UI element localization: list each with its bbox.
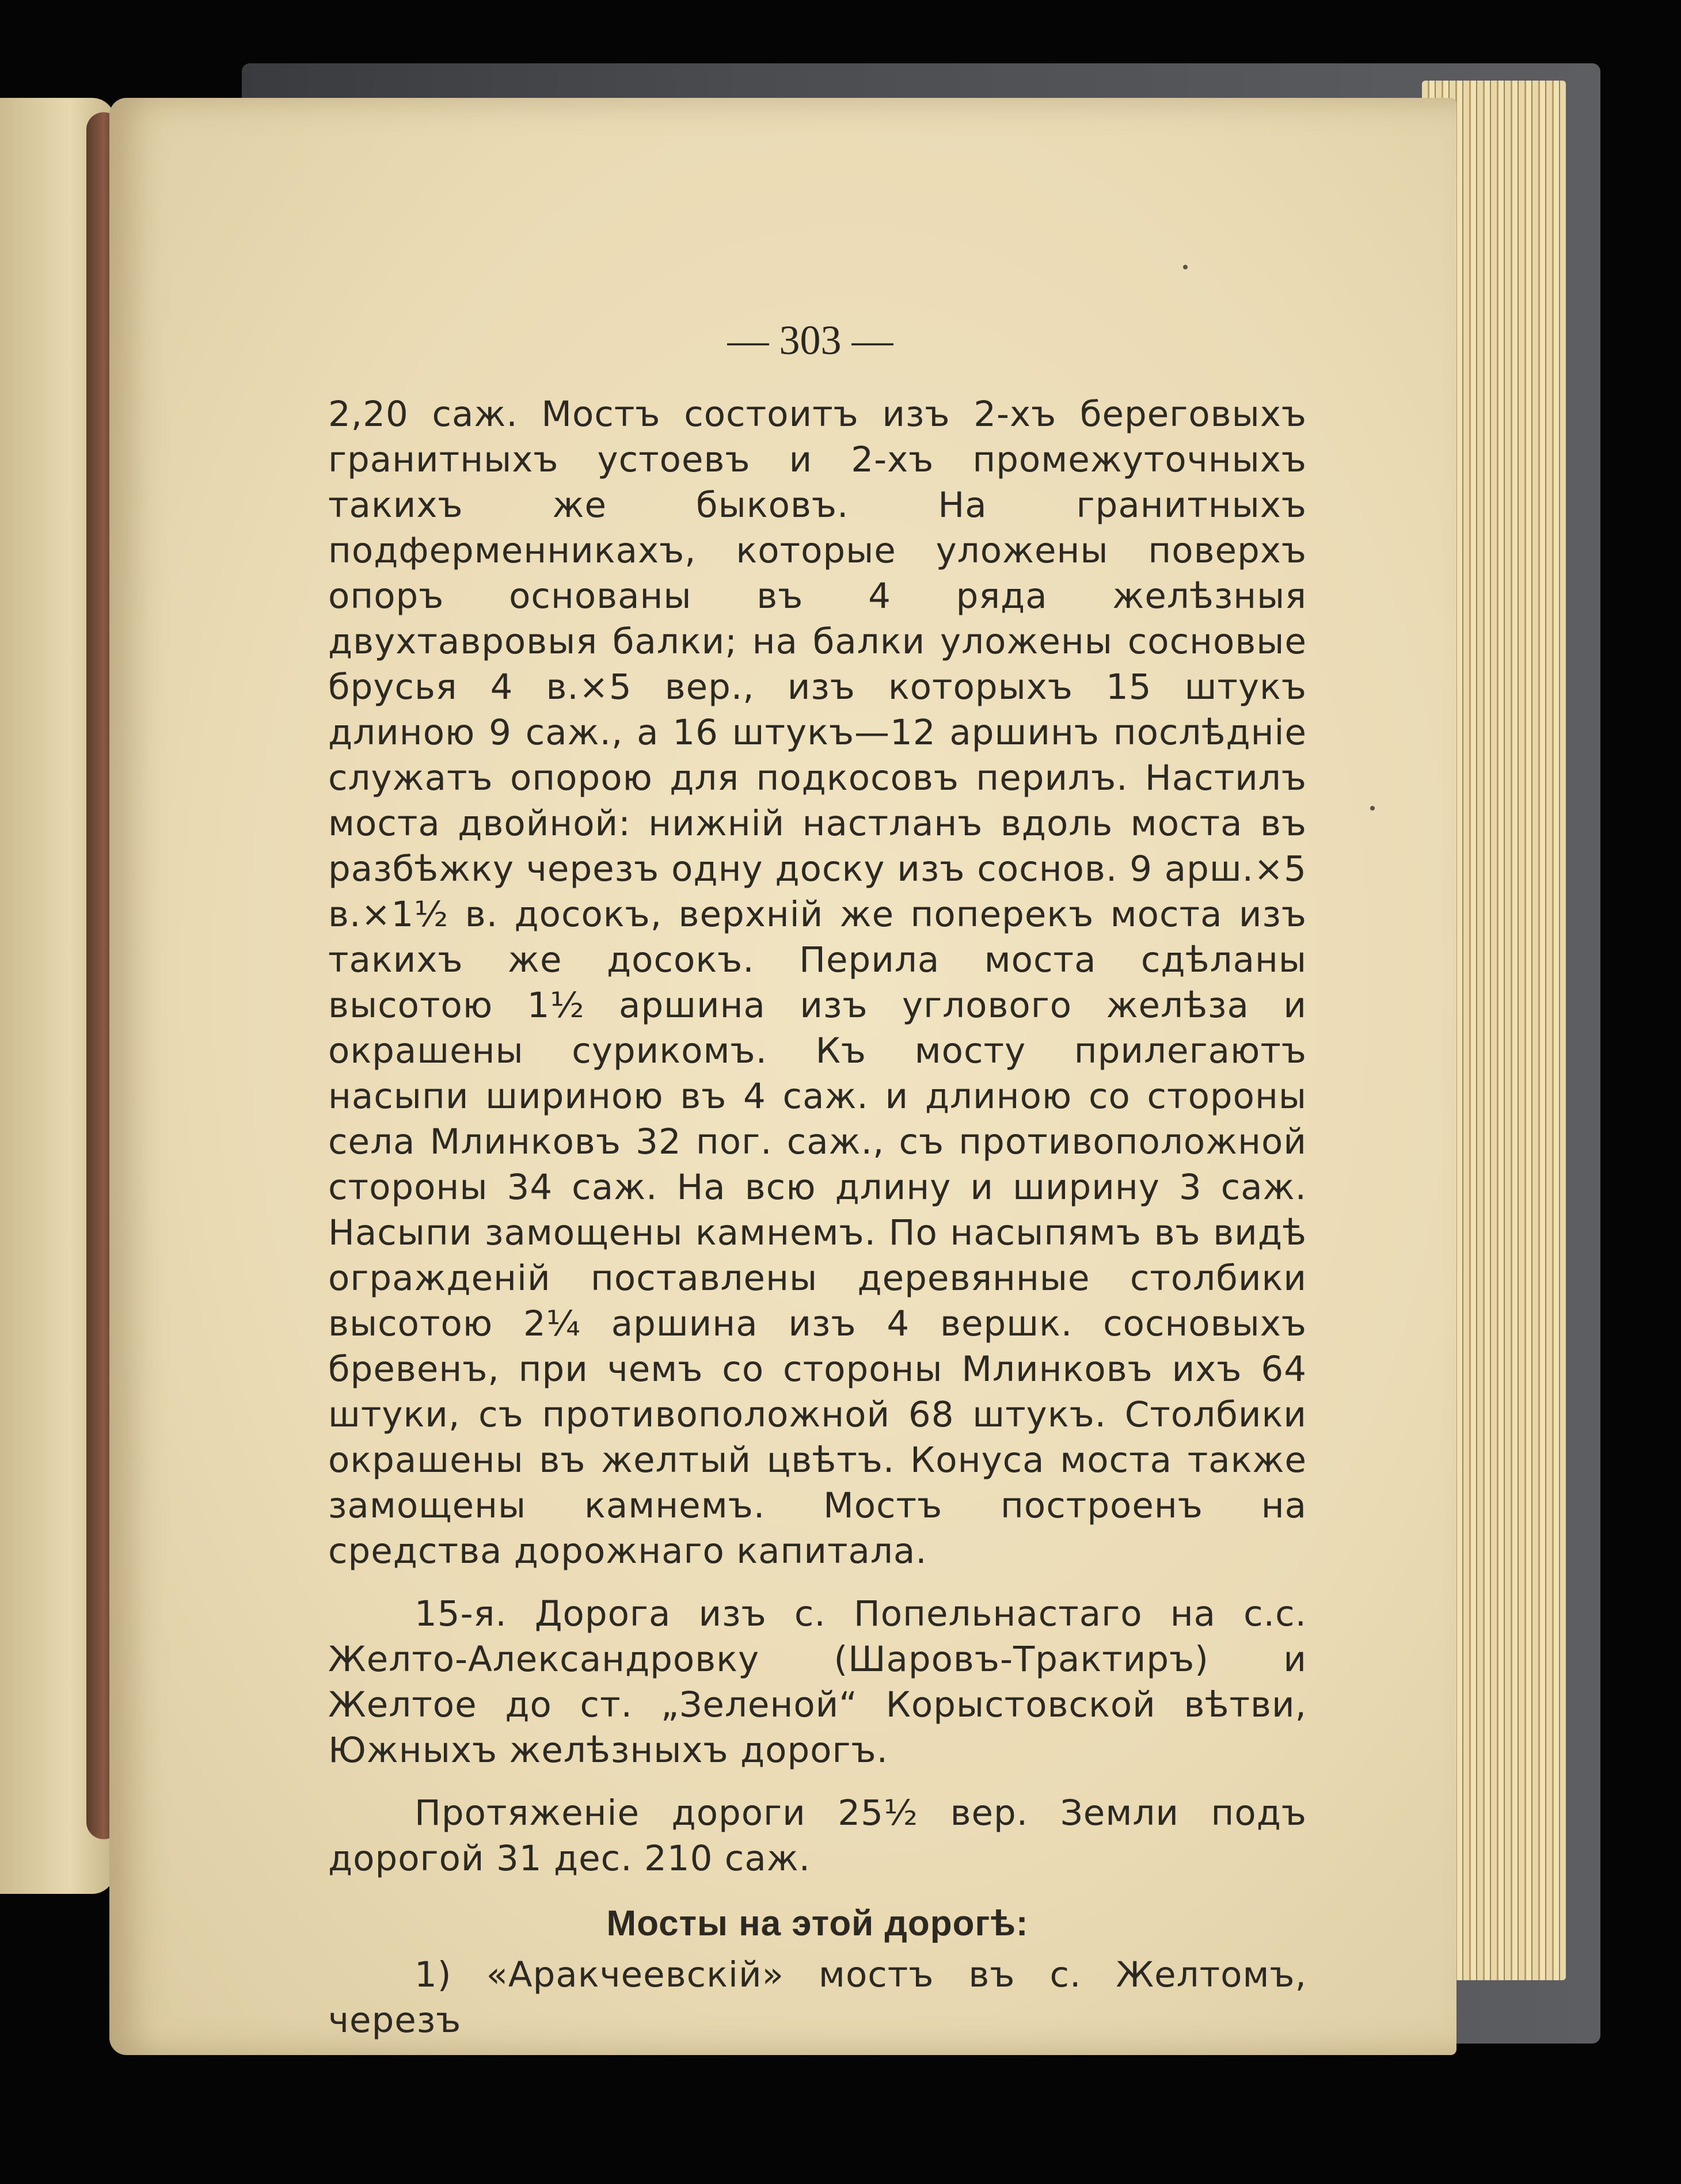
paper-speck <box>1370 806 1375 811</box>
book-page <box>109 98 1456 2055</box>
paragraph: 1) «Аракчеевскій» мостъ въ с. Желтомъ, черезъ <box>328 1954 1307 2041</box>
paragraph: 15-я. Дорога изъ с. Попельнастаго на с.с. Желто-Александровку (Шаровъ-Трактиръ) и Желтое до ст. „Зеленой“ Корыстовской вѣтви, Южныхъ желѣзныхъ дорогъ. <box>328 1593 1307 1771</box>
page-text <box>328 391 1307 2043</box>
page-number: — 303 — <box>727 317 893 363</box>
paragraph: Протяженіе дороги 25½ вер. Земли подъ дорогой 31 дес. 210 саж. <box>328 1793 1307 1879</box>
paragraph: 2,20 саж. Мостъ состоитъ изъ 2-хъ береговыхъ гранитныхъ устоевъ и 2-хъ промежуточныхъ такихъ же быковъ. На гранитныхъ подферменникахъ, которые уложены поверхъ опоръ основаны въ 4 ряда желѣзныя двухтавровыя балки; на балки уложены сосновые брусья 4 в.×5 вер., изъ которыхъ 15 штукъ длиною 9 саж., а 16 штукъ—12 аршинъ послѣдніе служатъ опорою для подкосовъ перилъ. Настилъ моста двойной: нижній настланъ вдоль моста въ разбѣжку черезъ одну доску изъ соснов. 9 арш.×5 в.×1½ в. досокъ, верхній же поперекъ моста изъ такихъ же досокъ. Перила моста сдѣланы высотою 1½ аршина изъ углового желѣза и окрашены сурикомъ. Къ мосту прилегаютъ насыпи шириною въ 4 саж. и длиною со стороны села Млинковъ 32 пог. саж., съ противоположной стороны 34 саж. На всю длину и ширину 3 саж. Насыпи замощены камнемъ. По насыпямъ въ видѣ огражденій поставлены деревянные столбики высотою 2¼ аршина изъ 4 вершк. сосновыхъ бревенъ, при чемъ со стороны Млинковъ ихъ 64 штуки, съ противоположной 68 штукъ. Столбики окрашены въ желтый цвѣтъ. Конуса моста также замощены камнемъ. Мостъ построенъ на средства дорожнаго капитала. <box>328 394 1307 1572</box>
paper-speck <box>1183 265 1188 269</box>
section-heading: Мосты на этой дорогѣ: <box>606 1904 1029 1943</box>
